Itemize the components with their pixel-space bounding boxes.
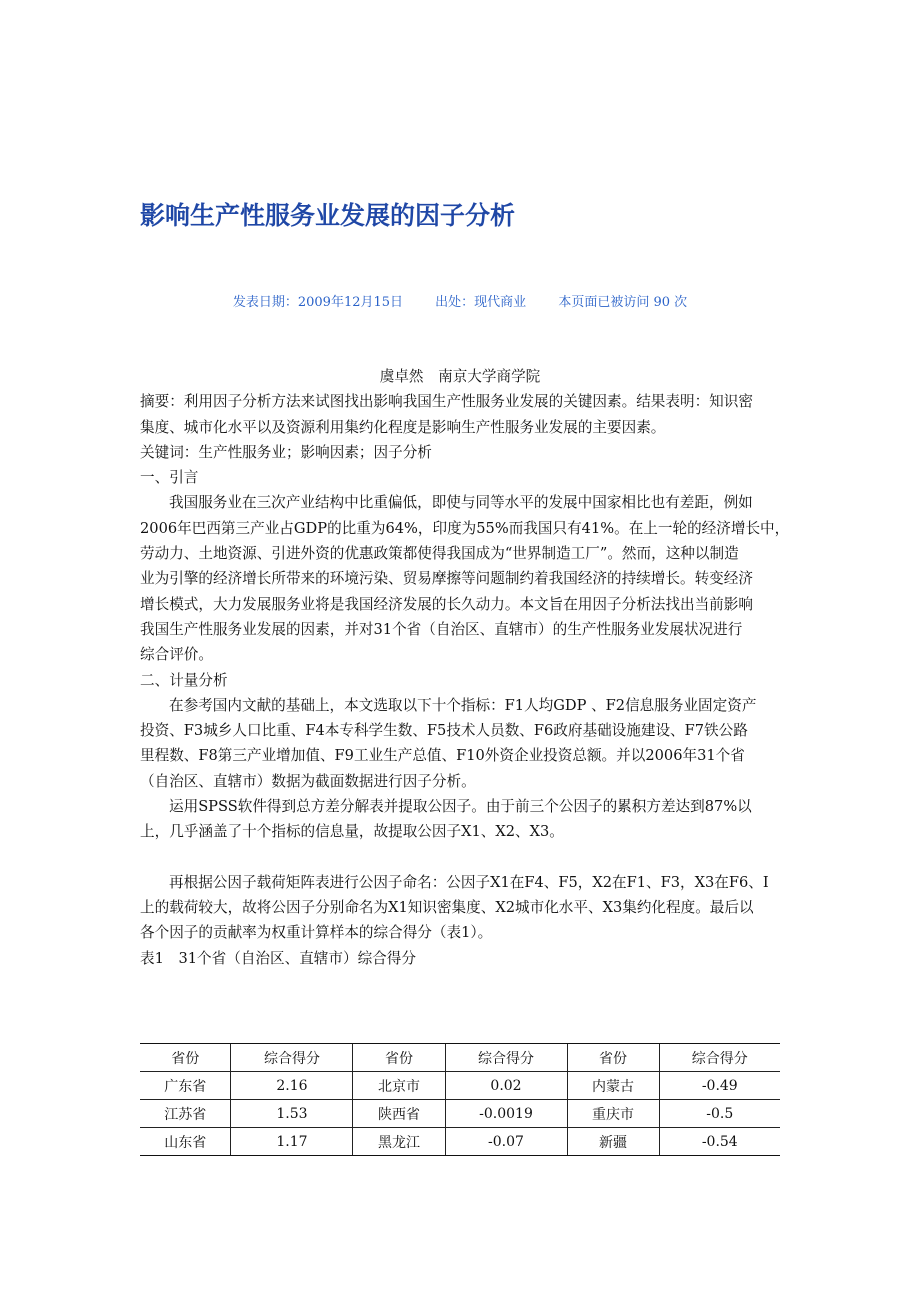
paragraph-line: 表1 31个省（自治区、直辖市）综合得分 — [140, 949, 416, 967]
paragraph-line: 二、计量分析 — [140, 671, 228, 689]
score-cell: 1.53 — [231, 1100, 353, 1128]
table-row — [140, 1128, 780, 1156]
score-cell: -0.54 — [659, 1128, 780, 1156]
article-source: 出处：现代商业 — [435, 295, 527, 310]
score-cell: -0.5 — [659, 1100, 780, 1128]
paragraph-line: 再根据公因子载荷矩阵表进行公因子命名：公因子X1在F4、F5，X2在F1、F3，X3在F6、I — [169, 873, 769, 891]
paragraph-line: 2006年巴西第三产业占GDP的比重为64%，印度为55%而我国只有41%。在上一轮的经济增长中， — [140, 519, 790, 537]
province-cell: 江苏省 — [140, 1100, 231, 1128]
table-row — [140, 1100, 780, 1128]
paragraph-line: 上，几乎涵盖了十个指标的信息量，故提取公因子X1、X2、X3。 — [140, 823, 564, 841]
paragraph-line: 一、引言 — [140, 469, 199, 487]
author-line: 虞卓然 南京大学商学院 — [379, 368, 541, 385]
paragraph-line: 集度、城市化水平以及资源利用集约化程度是影响生产性服务业发展的主要因素。 — [140, 418, 666, 436]
paragraph-line: 在参考国内文献的基础上，本文选取以下十个指标：F1人均GDP 、F2信息服务业固定资产 — [169, 696, 757, 714]
paragraph-line: 我国生产性服务业发展的因素，并对31个省（自治区、直辖市）的生产性服务业发展状况进行 — [140, 620, 743, 638]
publish-date: 发表日期：2009年12月15日 — [232, 295, 404, 310]
header-province: 省份 — [353, 1044, 445, 1072]
article-body — [140, 364, 790, 971]
paragraph-line: 我国服务业在三次产业结构中比重偏低，即使与同等水平的发展中国家相比也有差距，例如 — [169, 494, 753, 512]
score-cell: 2.16 — [231, 1072, 353, 1100]
paragraph-line: 投资、F3城乡人口比重、F4本专科学生数、F5技术人员数、F6政府基础设施建设、F7铁公路 — [140, 722, 748, 740]
score-cell: 1.17 — [231, 1128, 353, 1156]
paragraph-line: 里程数、F8第三产业增加值、F9工业生产总值、F10外资企业投资总额。并以2006年31个省 — [140, 747, 745, 765]
paragraph-line: 上的载荷较大，故将公因子分别命名为X1知识密集度、X2城市化水平、X3集约化程度。最后以 — [140, 898, 754, 916]
table-row — [140, 1072, 780, 1100]
paragraph-line: 劳动力、土地资源、引进外资的优惠政策都使得我国成为“世界制造工厂”。然而，这种以制造 — [140, 545, 739, 563]
paragraph-line: 各个因子的贡献率为权重计算样本的综合得分（表1）。 — [140, 924, 493, 942]
score-table — [140, 1043, 780, 1156]
province-cell: 内蒙古 — [567, 1072, 659, 1100]
header-province: 省份 — [567, 1044, 659, 1072]
province-cell: 广东省 — [140, 1072, 231, 1100]
blank-line — [140, 845, 780, 870]
article-title: 影响生产性服务业发展的因子分析 — [140, 201, 516, 230]
header-score: 综合得分 — [445, 1044, 567, 1072]
paragraph-line: 增长模式，大力发展服务业将是我国经济发展的长久动力。本文旨在用因子分析法找出当前影响 — [140, 595, 753, 613]
score-cell: -0.49 — [659, 1072, 780, 1100]
article-meta — [140, 291, 780, 310]
score-cell: -0.07 — [445, 1128, 567, 1156]
header-province: 省份 — [140, 1044, 231, 1072]
score-cell: 0.02 — [445, 1072, 567, 1100]
province-cell: 陕西省 — [353, 1100, 445, 1128]
header-score: 综合得分 — [231, 1044, 353, 1072]
paragraph-line: 综合评价。 — [140, 646, 213, 664]
province-cell: 黑龙江 — [353, 1128, 445, 1156]
header-score: 综合得分 — [659, 1044, 780, 1072]
table-header-row — [140, 1044, 780, 1072]
paragraph-line: 业为引擎的经济增长所带来的环境污染、贸易摩擦等问题制约着我国经济的持续增长。转变经济 — [140, 570, 753, 588]
paragraph-line: 摘要：利用因子分析方法来试图找出影响我国生产性服务业发展的关键因素。结果表明：知识密 — [140, 393, 753, 411]
province-cell: 新疆 — [567, 1128, 659, 1156]
view-count: 本页面已被访问 90 次 — [558, 295, 688, 310]
score-cell: -0.0019 — [445, 1100, 567, 1128]
province-cell: 北京市 — [353, 1072, 445, 1100]
province-cell: 山东省 — [140, 1128, 231, 1156]
paragraph-line: （自治区、直辖市）数据为截面数据进行因子分析。 — [140, 772, 476, 790]
body-text — [140, 389, 790, 971]
paragraph-line: 运用SPSS软件得到总方差分解表并提取公因子。由于前三个公因子的累积方差达到87%以 — [169, 798, 752, 816]
paragraph-line: 关键词：生产性服务业；影响因素；因子分析 — [140, 443, 432, 461]
province-cell: 重庆市 — [567, 1100, 659, 1128]
